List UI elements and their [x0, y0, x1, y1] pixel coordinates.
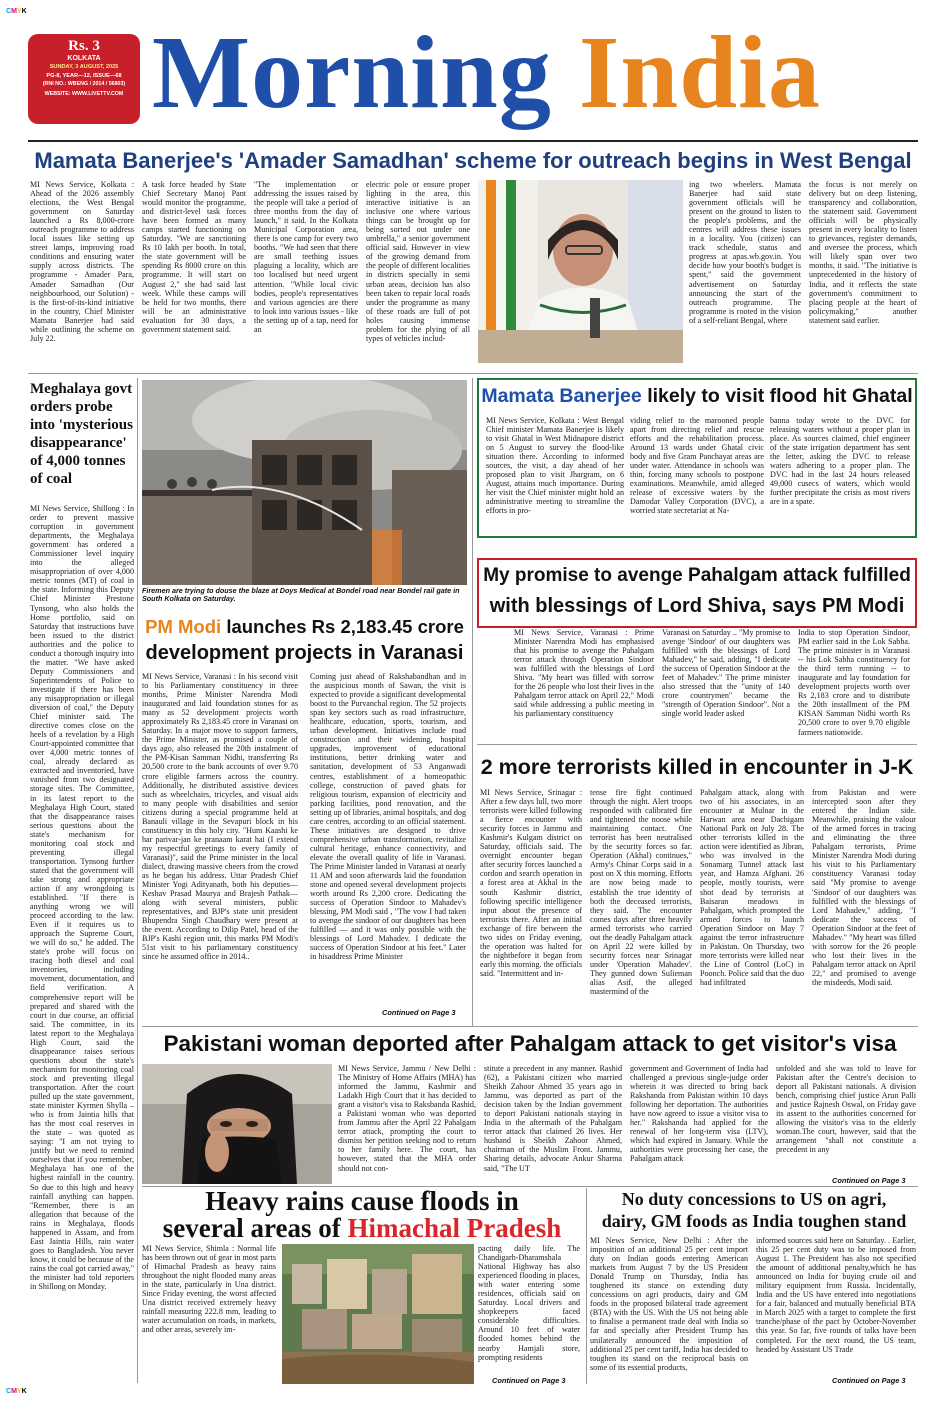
terrorists-column-1: MI News Service, Srinagar : After a few days lull, two more terrorists were killed following a fierce encounter with security forces in Jammu and Kashmir's Kulgam district on Saturday, officials said. The overnight encounter began after security forces launched a cordon and search operation in a forest area at Akhal in the south Kashmir district, following specific intelligence input about the presence of terrorists there. After an initial exchange of fire between the two sides on Friday evening, the operation was halted for the nightbefore it began from early this morning. the officials said. "Intermittent and in- [480, 788, 582, 978]
varanasi-column-1: MI News Service, Varanasi : In his second visit to his Parliamentary constituency in three months, Prime Minister Narendra Modi inaugurated and laid foundation stones for as many as 52 development projects worth approximately Rs 2,183.45 crore in Varanasi on Saturday. In a major move to support farmers, the Prime Minister, as promised a couple of days ago, also released the 20th instalment of the PM-Kisan Samman Nidhi, transferring Rs 20,500 crore to the bank accounts of over 9.70 crore eligible farmers across the country. Additionally, he distributed assistive devices such as wheelchairs, tricycles, and visual aids to many people with disabilities and senior citizens during a special programme held at Banauli village in the Sevapuri block in his constituency in this holy city. "Hum Kaashi ke har parivar-jan ke pranaam karat hai (I extend my respectful greetings to every family of Varanasi)", said the Prime minister in the local dialect, drawing massive cheers from the crowd as he began his address. Uttar Pradesh Chief Minister Yogi Adityanath, both his deputies—Keshav Prasad Maurya and Brajesh Pathak—along with several ministers, public representatives, and BJP's state unit president Bhupendra Singh Chaudhary were present at the event. According to Dilip Patel, head of the BJP's Kashi region unit, this marks PM Modi's 51st visit to his parliamentary constituency since he assumed office in 2014.. [142, 672, 298, 962]
himachal-continued: Continued on Page 3 [492, 1376, 566, 1385]
pahalgam-promise-headline-line-1: My promise to avenge Pahalgam attack fulfilled [483, 565, 911, 586]
mamata-photo [478, 180, 683, 363]
lead-column-6: the focus is not merely on delivery but on deep listening, transparency and collaboration, the statement said. Government officials will be physically present in every locality to listen to grievances, register demands, and oversee the process, which will likely span over two months, it said. "The initiative is unprecedented in the history of India, and it reflects the state government's commitment to placing people at the heart of policymaking," another statement said earlier. [809, 180, 917, 325]
varanasi-headline-rest: launches Rs 2,183.45 crore [226, 616, 464, 637]
ghatal-column-1: MI News Service, Kolkata : West Bengal Chief minister Mamata Banerjee is likely to visit Ghatal in West Midnapore district on 5 August to survey the flood-like situation there. According to informed sources, the visit, a day ahead of her proposed plan to visit Jhargram, on 6 August, attains much importance. During her visit the Chief minister might hold an administrative meeting to streamline the efforts in pro- [486, 416, 624, 516]
pakistani-woman-top-rule [142, 1026, 918, 1027]
ghatal-column-3: banna today wrote to the DVC for releasing waters without a proper plan in place. As sources claimed, chief engineer of the state irrigation department has sent the letter, asking the DVC to release waters adhering to a proper plan. The DVC had in the last 24 hours released 49,000 cusecs of waters, which would further precipitate the crisis as most rivers are in a spate. [770, 416, 910, 507]
varanasi-headline-line-2: development projects in Varanasi [145, 642, 464, 664]
us-duty-headline-line-2: dairy, GM foods as India toughen stand [601, 1211, 907, 1231]
meghalaya-body: MI News Service, Shillong : In order to prevent massive corruption in government departments, the Meghalaya government has ordered a Commissioner level inquiry into the alleged misappropriation of over 4,000 metric tonnes (MT) of coal in the state. Informing this Deputy Chief Minister Prestone Tynsong, who also holds the Home portfolio, said on Saturday that instructions have been issued to the district authorities and the police to conduct a thorough inquiry into the matter. "We have asked Deputy Commissioners and Superintendents of Police to investigate if there has been any misappropriation or illegal diversion of coal," the Deputy Chief minister said. The directive comes close on the heels of a revelation by a High Court-appointed committee that over 4,000 metric tonnes of coal, already declared as extracted and inventoried, have vanished from two designated storage sites. The Committee, in its latest report to the Meghalaya High Court, stated that the disappearance raises serious questions about the state's mechanism for monitoring coal stock and preventing illegal transportation. Tynsong further stated that the government will take strong and appropriate action if any wrongdoing is established. "If there is anything wrong we will proceed according to the law. Even if it requires us to approach the Supreme Court, we will do so," he added. The state's probe will focus on tracing both diesel and coal inventories, including movement, documentation, and field verification. A comprehensive report will be prepared and shared with the court in due course, an official said. The committee, in its latest report to the Meghalaya High Court, said the disappearance raises serious questions about the state's mechanism for monitoring coal stock and preventing illegal transportation. After the court pulled up the state government, state minister Kyrmen Shylla – who is from Jaintia hills that has the most coal reserves in the state – was quoted as saying: "I am not trying to justify but we need to remind ourselves that if you remember, Meghalaya has one of the highest rainfall in the country. So due to this high and heavy rainfall anything can happen. "Remember, there is an allegation that because of the rains in Meghalaya, floods happened in Assam, and from East Jaintia Hills, rain water goes to Bangladesh. You never know, it could be because of the rains the coal got carried away," the minister had told reporters in Shillong on Monday. [30, 504, 134, 1292]
pahalgam-promise-headline-line-2: with blessings of Lord Shiva, says PM Modi [489, 595, 905, 617]
pakistani-woman-column-2: stitute a precedent in any manner. Rashid (62), a Pakistani citizen who married Sheikh Zahoor Ahmed 35 years ago in Jammu, was deported as part of the decision taken by the Indian government to deport Pakistani nationals staying in India in the aftermath of the Pahalgam terror attack that claimed 26 lives. Her husband is Sheikh Zahoor Ahmed, chairman of the Muslim Front. Jammu, Sharing details, advocate Ankur Sharma said, "The UT [484, 1064, 622, 1173]
pakistani-woman-column-1: MI News Service, Jammu / New Delhi : The Ministry of Home Affairs (MHA) has informed the Jammu, Kashmir and Ladakh High Court that it has decided to grant a visitor's visa to Raksbanda Rashid, a Pakistani woman who was deported from Jammu after the April 22 Pahalgam terror attack, prompting the court to dismiss her petition seeking nod to return to her family here. The court, has however, stated that the MHA order should not con- [338, 1064, 476, 1173]
title-word-india: India [578, 15, 821, 130]
lead-column-3: "The implementation or addressing the issues raised by the people will take a period of three months from the day of launch," it said. In the Kolkata Municipal Corporation area, there is one camp for every two booths. "We had seen that there are small teething issues plaguing a locality, which are too localised but need urgent attention. "While local civic bodies, people's representatives and various agencies are there to look into various issues - like the setting up of a tap, need for an [254, 180, 358, 334]
varanasi-headline-line-1 [142, 614, 467, 640]
varanasi-continued: Continued on Page 3 [382, 1008, 456, 1017]
pakistani-woman-column-3: government and Government of India had challenged a previous single-judge order wherein it was directed to bring back Rakshanda from Pakistan within 10 days following her deportation. The authorities have now agreed to issue a visitor visa to her." Rakshanda had applied for the renewal of her long-term visa (LTV), which had expired in January. While the authorities were processing her case, the Pahalgam attack [630, 1064, 768, 1164]
terrorists-column-2: tense fire fight continued through the night. Alert troops responded with calibrated fire and tightened the noose while maintaining contact. One terrorist has been neutralised by the security forces so far. Operation (Akhal) continues," Army's Chinar Corps said in a post on X this morning. Efforts are now being made to establish the true identity of both the deceased terrorists, they said. The encounter comes days after three heavily armed terrorists who carried out the deadly Pahalgam attack on April 22 were killed by security forces near Srinagar under 'Operation Mahadev'. They gunned down Sulieman alias Asif, the alleged mastermind of the [590, 788, 692, 997]
fire-photo-caption: Firemen are trying to douse the blaze at Doys Medical at Bondel road near Bondel rail gate in South Kolkata on Saturday. [142, 586, 460, 604]
newspaper-title [152, 14, 932, 134]
lead-column-1: MI News Service, Kolkata : Ahead of the 2026 assembly elections, the West Bengal government on Saturday launched a Rs 8,000-crore outreach programme to address local issues like setting up street lamps, improving road conditions and ensuring water supply across districts. The programme - Amader Para, Amader Samadhan (Our neighbourhood, our Solution) - is the first-of-its-kind initiative in the country, Chief Minister Mamata Banerjee had said while outlining the scheme on July 22. [30, 180, 134, 343]
registration-mark-bottom: CMYK [6, 1388, 27, 1395]
terrorists-top-rule [477, 744, 917, 745]
us-duty-column-1: MI News Service, New Delhi : After the imposition of an additional 25 per cent import duty on Indian goods entering American markets from August 7 by the US President Donald Trump on Thursday, India has toughened its stance on extending duty concessions on agri products, dairy and GM foods in the proposed bilateral trade agreement (BTA) with the US. With the US not being able to finalise a permanent trade deal with India so far and specially after President Trump has unilaterally announced the imposition of additional 25 per cent tariff, India has decided to toughen its stand on the reciprocal basis on some of its essential products, [590, 1236, 748, 1372]
lead-bottom-rule [28, 373, 918, 374]
flooded-hill-town-image [282, 1244, 474, 1384]
mamata-portrait-image [478, 180, 683, 363]
pahalgam-promise-column-1: MI News Service, Varanasi : Prime Minister Narendra Modi has emphasised that his promise to avenge the Pahalgam terror attack through Operation Sindoor was fulfilled with the blessings of Lord Shiva. "My heart was filled with sorrow for the 26 people who lost their lives in the Pahalgam terror attack on April 22," Modi said while addressing a public meeting in his parliamentary constituency [514, 628, 654, 719]
rni-number: (RNI NO.: WBENG / 2014 / 56803) [42, 81, 126, 87]
himachal-column-2: pacting daily life. The Chandigarh-Dharamshala National Highway has also experienced flooding in places, with water entering some residences, officials said on Saturday. Local drivers and shopkeepers faced considerable difficulties. Around 10 feet of water flooded homes behind the nearby Hamjali store, prompting residents [478, 1244, 580, 1362]
fire-building-image [142, 380, 467, 585]
pakistani-woman-column-4: unfolded and she was told to leave for Pakistan after the Centre's decision to deport all Pakistani nationals. A division bench, comprising chief justice Arun Palli and justice Rajnesh Oswal, on Friday gave its assent to the authorities concerned for allowing the visitor's visa to the elderly woman.The court, however, said that the arrangement "shall not constitute a precedent in any [776, 1064, 916, 1155]
price: Rs. 3 [68, 38, 100, 54]
lead-column-2: A task force headed by State Chief Secretary Manoj Pant would monitor the programme, and district-level task forces have been formed as many camps started functioning on Saturday. "We are sanctioning Rs 10 lakh per booth. In total, the state government will be spending Rs 8000 crore on this programme. It will start on August 2," she had said last week. While these camps will be held for two months, there will be an administrative evaluation for 30 days, a government statement said. [142, 180, 246, 334]
terrorists-headline: 2 more terrorists killed in encounter in J-K [480, 755, 914, 779]
himachal-headline-line-2 [142, 1213, 582, 1243]
ghatal-column-2: viding relief to the marooned people apart from directing relief and rescue efforts and the rehabilitation process. Around 13 wards under Ghatal civic body and five Gram Panchayat areas are under water. Attendance in schools was thin, forcing many schools to postpone examinations. Meanwhile, amid alleged release of excessive waters by the Damodar Valley Corporation (DVC), a worried state secretariat at Na- [630, 416, 764, 516]
masthead-rule [28, 140, 918, 142]
pakistani-woman-headline: Pakistani woman deported after Pahalgam attack to get visitor's visa [163, 1031, 897, 1056]
edition-date: SUNDAY, 3 AUGUST, 2025 [49, 64, 119, 70]
lead-column-4: electric pole or ensure proper lighting in the area, this interactive initiative is an inclusive one where various things can be brought up for being sorted out under one umbrella," a senior government official said. However in view of the growing demand from the people of different localities in districts specially in semi urban areas, decision has also been taken to repair local roads under the programme as many of these roads are full of pot holes causing immense problem for the plying of all types of vehicles includ- [366, 180, 470, 343]
us-duty-continued: Continued on Page 3 [832, 1376, 906, 1385]
ghatal-headline [480, 382, 914, 410]
us-duty-column-rule [586, 1188, 587, 1384]
ghatal-headline-rest: likely to visit flood hit Ghatal [647, 385, 913, 407]
pakistani-woman-photo [142, 1064, 332, 1184]
title-word-morning: Morning [152, 15, 552, 130]
pahalgam-promise-column-2: Varanasi on Saturday .. "My promise to avenge 'Sindoor' of our daughters was fulfilled with the blessings of Lord Mahadev," he said, adding, "I dedicate the success of Operation Sindoor at the feet of Mahadev." The prime minister also stressed that the "unity of 140 crore countrymen" became the "strength of Operation Sindoor". Not a single world leader asked [662, 628, 790, 719]
terrorists-column-3: Pahalgam attack, along with two of his associates, in an encounter at Mulnar in the Harwan area near Dachigam National Park on July 28. The other terrorists killed in the action were identified as Jibran, who was involved in the Sonamarg Tunnel attack last year, and Hamza Afghani. 26 people, mostly tourists, were shot dead by terrorists at Baisaran meadows in Pahalgam, which prompted the armed forces to launch Operation Sindoor on May 7 against the terror infrastructure in Pakistan. On Thursday, two more terrorists were killed near the Line of Control (LoC) in Poonch. Police said that the duo had infiltrated [700, 788, 804, 987]
himachal-headline-line-1: Heavy rains cause floods in [205, 1186, 519, 1216]
ghatal-headline-name: Mamata Banerjee [481, 385, 642, 407]
edition-city: KOLKATA [67, 55, 101, 62]
registration-mark-top: CMYK [6, 8, 27, 15]
fire-photo [142, 380, 467, 585]
himachal-column-1: MI News Service, Shimla : Normal life has been thrown out of gear in most parts of Himachal Pradesh as heavy rains throughout the night flooded many areas in the state, particularly in Una district. Since Friday evening, the worst affected Una district received extremely heavy rainfall measuring 222.8 mm, leading to water accumulation on roads, in markets, and other areas, severely im- [142, 1244, 276, 1335]
himachal-flood-photo [282, 1244, 474, 1384]
varanasi-column-2: Coming just ahead of Rakshabandhan and in the auspicious month of Sawan, the visit is expected to provide a significant developmental boost to the Purvanchal region. The 52 projects span key sectors such as road infrastructure, healthcare, education, sports, tourism, and urban development. Initiatives include road construction and their widening, hospital upgrades, improvement of educational institutions, better drinking water and sanitation, development of 53 Anganwadi centres, establishment of a homeopathic college, construction of paved ghats for religious tourism, expansion of electricity and parking facilities, pond renovation, and the setting up of libraries, animal hospitals, and dog care centres, according to an official statement. These initiatives are designed to drive comprehensive urban transformation, revitalize cultural heritage, enhance connectivity, and elevate the overall quality of life in Varanasi. The Prime Minister landed in Varanasi at nearly 11 AM and soon afterwards laid the foundation stone and opened several development projects worth around Rs 2,200 crore. Dedicating the success of Operation Sindoor to Mahadev's blessing, PM Modi said , "The vow I had taken to avenge the sindoor of our daughters has been fulfilled — and it was only possible with the blessings of Lord Mahadev. I dedicate the success of Operation Sindoor at his feet." Later in hisaddress Prime Minister [310, 672, 466, 962]
pahalgam-promise-column-3: India to stop Operation Sindoor, PM earlier said in the Lok Sabha. The prime minister is in Varanasi -- his Lok Sabha constituency for the third term running -- to inaugurate and lay foundation for development projects worth over Rs 2,183 crore and to distribute the 20th installment of the PM KISAN Samman Nidhi worth Rs 20,500 crore to over 9.70 eligible farmers nationwide. [798, 628, 910, 736]
veiled-woman-image [142, 1064, 332, 1184]
lead-headline: Mamata Banerjee's 'Amader Samadhan' scheme for outreach begins in West Bengal [34, 148, 912, 173]
mid-column-rule [472, 378, 473, 1026]
us-duty-column-2: informed sources said here on Saturday. . Earlier, this 25 per cent duty was to be imposed from August 1. The President has also not specified the amount of additional penalty,which he has announced on India for buying crude oil and military equipment from Russia. Incidentally, India and the US have entered into negotiations for a fair, balanced and mutually beneficial BTA in March 2025 with a target to complete the first tranche/phase of the pact by October-November this year. So far, five rounds of talks have been completed. For the next round, the US team, headed by Assistant US Trade [756, 1236, 916, 1354]
website: WEBSITE: WWW.LIVETTV.COM [44, 91, 124, 97]
issue-number: PG-8, YEAR—12, ISSUE—68 [46, 73, 122, 79]
terrorists-column-4: from Pakistan and were intercepted soon after they entered the Indian side. Meanwhile, praising the valour of the armed forces in tracing and eliminating the three Pahalgam terrorists, Prime Minister Narendra Modi during his visit to his Parliamentary constituency Varanasi today said "My promise to avenge 'Sindoor' of our daughters was fulfilled with the blessings of Lord Mahadev," adding, "I dedicate the success of Operation Sindoor at the feet of Mahadev." "My heart was filled with sorrow for the 26 people who lost their lives in the Pahalgam terror attack on April 22," and promised to avenge the misdeeds, Modi said. [812, 788, 916, 987]
lead-column-5: ing two wheelers. Mamata Banerjee had said state government officials will be present on the ground to listen to the people's problems, and the centres will address these issues in a locality. You (citizen) can track schedule, status and progress at apas.wb.gov.in. You decide how your booth's budget is spent," said the government advertisement on Saturday announcing the start of the outreach programme. The programme is rooted in the vision of a self-reliant Bengal, where [689, 180, 801, 325]
meghalaya-headline: Meghalaya govt orders probe into 'mysterious disappearance' of 4,000 tonnes of coal [30, 381, 133, 487]
pakistani-woman-continued: Continued on Page 3 [832, 1176, 906, 1185]
himachal-headline-prefix: several areas of [162, 1213, 341, 1243]
us-duty-headline-line-1: No duty concessions to US on agri, [621, 1189, 887, 1209]
himachal-headline-state: Himachal Pradesh [347, 1213, 562, 1243]
price-badge [28, 34, 140, 124]
varanasi-headline-name: PM Modi [145, 616, 222, 637]
meghalaya-column-rule [137, 378, 138, 1383]
